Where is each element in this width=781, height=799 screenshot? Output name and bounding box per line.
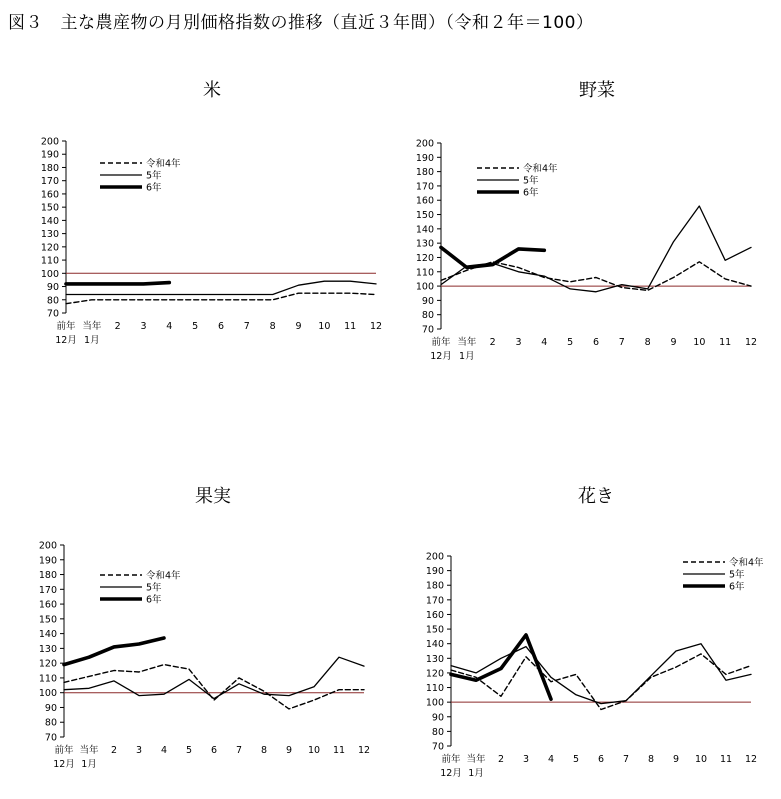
y-tick-label: 70 (421, 324, 434, 336)
chart-panel (39, 486, 370, 770)
x-tick-label: 2 (497, 754, 505, 765)
y-tick-label: 170 (415, 181, 434, 193)
y-tick-label: 100 (38, 688, 57, 700)
x-tick-label: 前年 (56, 321, 76, 332)
y-tick-label: 200 (40, 136, 59, 148)
series-line (64, 665, 364, 709)
x-tick-label: 5 (185, 745, 193, 756)
y-tick-label: 70 (44, 732, 57, 744)
y-tick-label: 100 (425, 697, 444, 709)
x-tick-label-sub: 1月 (468, 768, 484, 779)
chart-title: 野菜 (579, 80, 615, 101)
y-tick-label: 130 (40, 229, 59, 241)
series-line (451, 644, 751, 704)
y-tick-label: 110 (38, 673, 57, 685)
y-tick-label: 130 (425, 653, 444, 665)
y-tick-label: 150 (425, 624, 444, 636)
x-tick-label: 5 (567, 337, 574, 348)
y-tick-label: 150 (38, 614, 57, 626)
x-tick-label-sub: 12月 (53, 759, 75, 770)
chart-panel (426, 486, 764, 779)
y-tick-label: 190 (425, 566, 444, 578)
legend-label: 5年 (146, 170, 162, 182)
y-tick-label: 150 (415, 210, 434, 222)
x-tick-label-sub: 1月 (459, 351, 475, 362)
y-tick-label: 120 (415, 252, 434, 264)
x-tick-label: 5 (192, 321, 199, 332)
y-tick-label: 90 (46, 282, 59, 294)
series-line (66, 283, 169, 284)
legend (100, 158, 181, 194)
y-tick-label: 190 (40, 149, 59, 161)
legend-label: 令和4年 (146, 158, 181, 170)
x-tick-label: 7 (243, 321, 250, 332)
y-tick-label: 140 (415, 224, 434, 236)
x-tick-label: 2 (110, 745, 118, 756)
y-tick-label: 130 (38, 643, 57, 655)
legend-label: 令和4年 (523, 163, 558, 175)
y-tick-label: 160 (40, 189, 59, 201)
y-tick-label: 100 (40, 268, 59, 280)
legend (477, 163, 558, 199)
y-tick-label: 150 (40, 202, 59, 214)
x-tick-label-sub: 12月 (55, 335, 77, 346)
x-tick-label: 12 (357, 745, 371, 756)
y-tick-label: 140 (38, 629, 57, 641)
x-tick-label: 6 (217, 321, 225, 332)
x-tick-label: 9 (670, 337, 677, 348)
x-tick-label: 3 (135, 745, 143, 756)
x-tick-label: 11 (344, 321, 357, 332)
series-line (451, 635, 551, 699)
x-tick-label: 9 (285, 745, 293, 756)
legend-label: 6年 (523, 187, 539, 199)
legend-label: 令和4年 (729, 557, 764, 569)
chart-title: 果実 (195, 486, 231, 507)
y-tick-label: 180 (38, 570, 57, 582)
x-tick-label: 7 (235, 745, 243, 756)
y-tick-label: 200 (425, 551, 444, 563)
x-tick-label: 3 (140, 321, 147, 332)
y-tick-label: 90 (421, 295, 434, 307)
y-tick-label: 80 (44, 717, 57, 729)
x-tick-label: 10 (307, 745, 321, 756)
x-tick-label-sub: 12月 (430, 351, 452, 362)
y-tick-label: 160 (415, 195, 434, 207)
x-tick-label: 7 (618, 337, 625, 348)
y-tick-label: 80 (431, 726, 444, 738)
series-line (441, 247, 544, 267)
chart-panel (416, 80, 757, 362)
x-tick-label: 当年 (457, 337, 477, 348)
y-tick-label: 160 (38, 599, 57, 611)
y-tick-label: 80 (421, 310, 434, 322)
x-tick-label: 当年 (79, 745, 99, 756)
chart-panel (41, 80, 382, 346)
x-tick-label: 当年 (82, 321, 102, 332)
x-tick-label: 前年 (441, 754, 461, 765)
y-tick-label: 190 (38, 555, 57, 567)
y-tick-label: 100 (415, 281, 434, 293)
x-tick-label: 12 (744, 754, 758, 765)
x-tick-label: 前年 (54, 745, 74, 756)
y-tick-label: 190 (415, 152, 434, 164)
legend-label: 5年 (523, 175, 539, 187)
x-tick-label: 10 (318, 321, 331, 332)
y-tick-label: 110 (425, 683, 444, 695)
x-tick-label: 当年 (466, 754, 486, 765)
x-tick-label: 6 (210, 745, 218, 756)
y-tick-label: 160 (425, 609, 444, 621)
x-tick-label: 12 (369, 321, 383, 332)
x-tick-label-sub: 1月 (81, 759, 97, 770)
x-tick-label: 8 (647, 754, 655, 765)
legend-label: 6年 (729, 581, 745, 593)
x-tick-label: 10 (694, 754, 708, 765)
legend (683, 557, 764, 593)
x-tick-label: 3 (515, 337, 522, 348)
y-tick-label: 110 (415, 267, 434, 279)
x-tick-label: 10 (693, 337, 706, 348)
x-tick-label: 2 (114, 321, 121, 332)
series-line (441, 206, 751, 292)
y-tick-label: 170 (38, 584, 57, 596)
legend-label: 5年 (146, 582, 162, 594)
chart-title: 花き (578, 486, 614, 507)
legend (100, 570, 181, 606)
series-line (64, 638, 164, 665)
series-line (451, 654, 751, 710)
y-tick-label: 140 (425, 639, 444, 651)
x-tick-label: 9 (295, 321, 302, 332)
chart-title: 米 (203, 80, 221, 101)
y-tick-label: 170 (425, 595, 444, 607)
x-tick-label: 2 (489, 337, 496, 348)
y-tick-label: 70 (431, 741, 444, 753)
y-tick-label: 70 (46, 308, 59, 320)
x-tick-label: 8 (260, 745, 268, 756)
y-tick-label: 90 (431, 712, 444, 724)
y-tick-label: 180 (425, 580, 444, 592)
x-tick-label: 11 (332, 745, 346, 756)
x-tick-label: 12 (744, 337, 758, 348)
y-tick-label: 110 (40, 255, 59, 267)
legend-label: 令和4年 (146, 570, 181, 582)
x-tick-label: 4 (547, 754, 555, 765)
x-tick-label: 8 (269, 321, 276, 332)
y-tick-label: 140 (40, 215, 59, 227)
figure-title: 図３ 主な農産物の月別価格指数の推移（直近３年間）（令和２年＝100） (8, 13, 594, 33)
y-tick-label: 180 (40, 162, 59, 174)
x-tick-label: 8 (644, 337, 651, 348)
legend-label: 6年 (146, 594, 162, 606)
y-tick-label: 90 (44, 702, 57, 714)
x-tick-label: 7 (622, 754, 630, 765)
x-tick-label: 6 (592, 337, 600, 348)
y-tick-label: 180 (415, 167, 434, 179)
y-tick-label: 170 (40, 176, 59, 188)
x-tick-label: 前年 (431, 337, 451, 348)
x-tick-label: 4 (160, 745, 168, 756)
x-tick-label: 3 (522, 754, 530, 765)
x-tick-label-sub: 1月 (84, 335, 100, 346)
y-tick-label: 80 (46, 295, 59, 307)
x-tick-label: 9 (672, 754, 680, 765)
x-tick-label: 4 (541, 337, 548, 348)
x-tick-label: 11 (719, 754, 733, 765)
y-tick-label: 200 (415, 138, 434, 150)
x-tick-label-sub: 12月 (440, 768, 462, 779)
legend-label: 6年 (146, 182, 162, 194)
legend-label: 5年 (729, 569, 745, 581)
x-tick-label: 6 (597, 754, 605, 765)
y-tick-label: 200 (38, 540, 57, 552)
y-tick-label: 120 (425, 668, 444, 680)
x-tick-label: 11 (719, 337, 732, 348)
x-tick-label: 4 (166, 321, 173, 332)
y-tick-label: 130 (415, 238, 434, 250)
y-tick-label: 120 (38, 658, 57, 670)
x-tick-label: 5 (572, 754, 580, 765)
y-tick-label: 120 (40, 242, 59, 254)
